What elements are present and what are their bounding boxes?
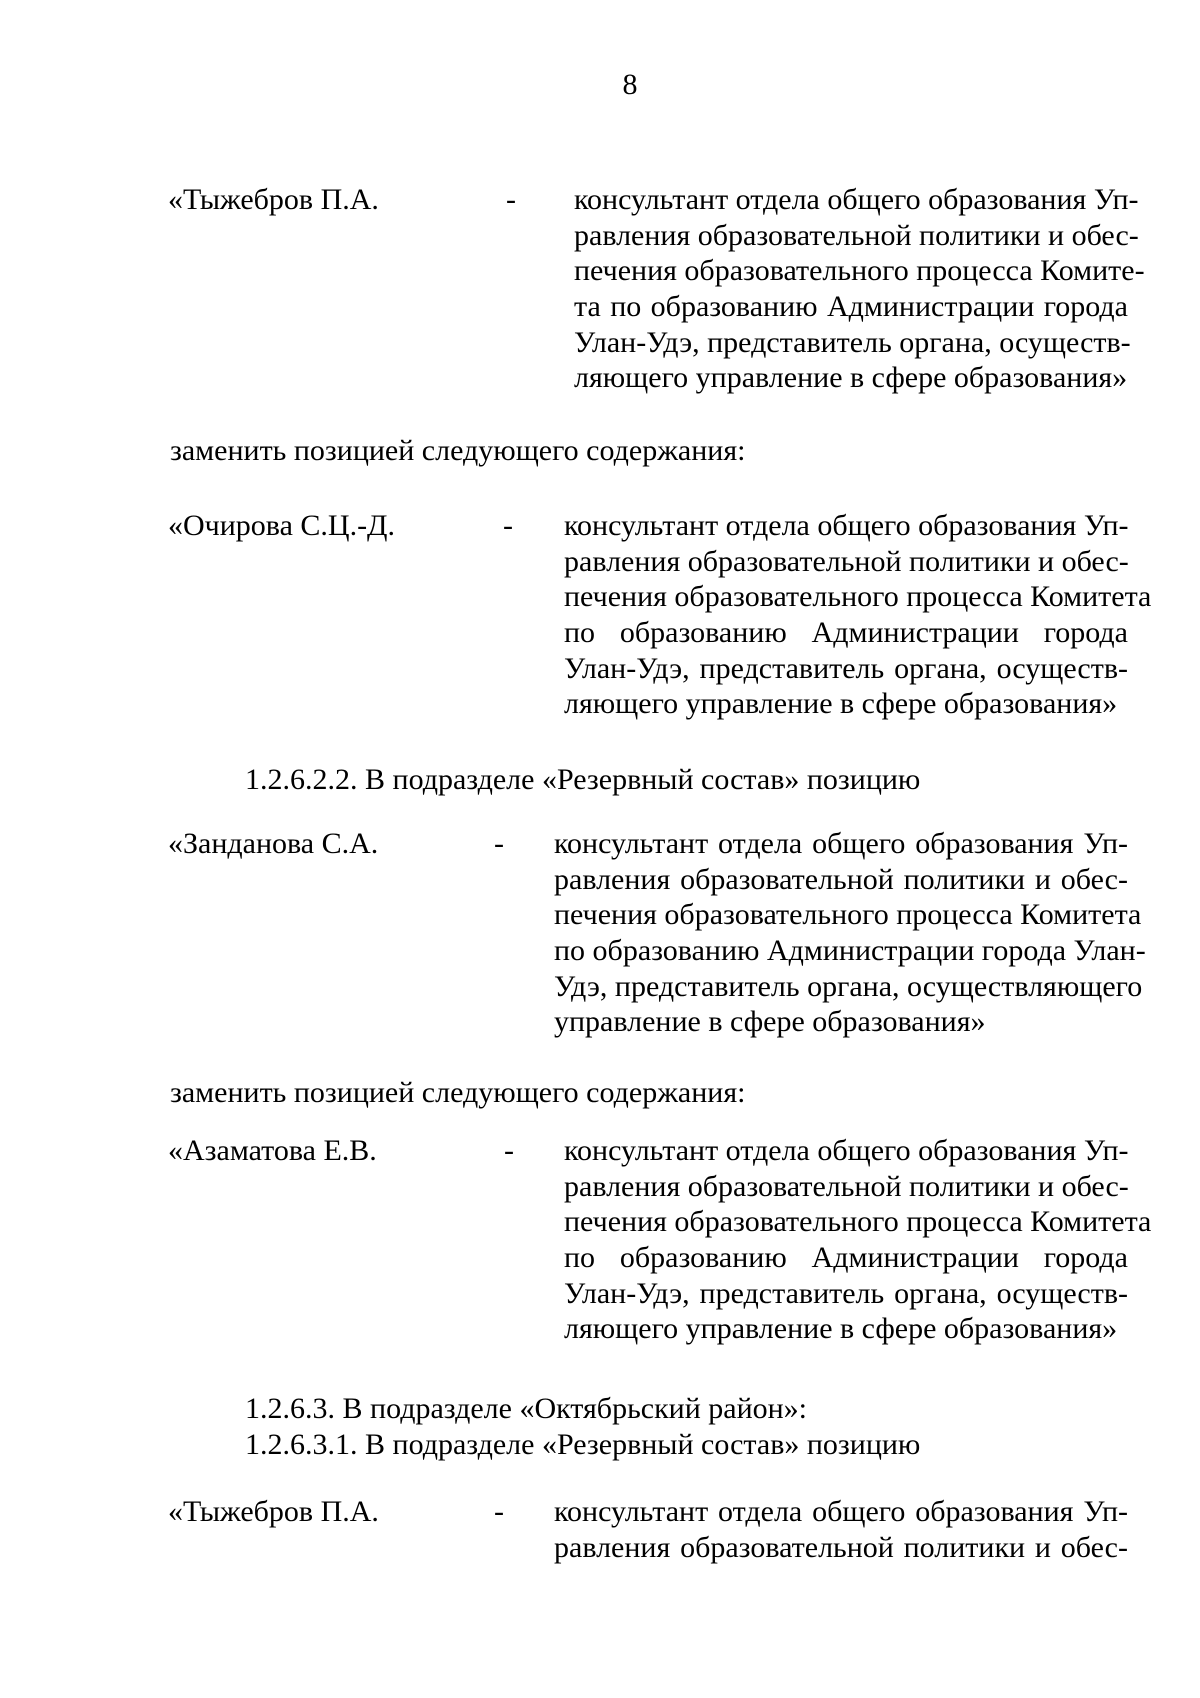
clause-heading: 1.2.6.3. В подразделе «Октябрьский район»: bbox=[245, 1392, 808, 1425]
description-line: печения образовательного процесса Комитета bbox=[564, 1205, 1152, 1239]
description-line: Улан-Удэ, представитель органа, осуществ- bbox=[564, 1276, 1128, 1310]
description-line: ляющего управление в сфере образования» bbox=[574, 361, 1128, 395]
description-line: ляющего управление в сфере образования» bbox=[564, 687, 1118, 721]
entry-name: «Тыжебров П.А. bbox=[168, 183, 379, 216]
description-line: по образованию Администрации города Улан- bbox=[554, 934, 1146, 968]
entry-dash: - bbox=[494, 827, 504, 860]
replace-instruction: заменить позицией следующего содержания: bbox=[170, 434, 746, 467]
description-line: равления образовательной политики и обес- bbox=[564, 544, 1129, 578]
description-line: печения образовательного процесса Комитета bbox=[554, 898, 1142, 932]
description-line: Улан-Удэ, представитель органа, осуществ- bbox=[564, 651, 1128, 685]
description-line: консультант отдела общего образования Уп- bbox=[564, 1134, 1129, 1167]
entry-description bbox=[564, 508, 1152, 722]
description-line: управление в сфере образования» bbox=[554, 1005, 986, 1039]
page-number: 8 bbox=[622, 68, 638, 101]
entry-name: «Занданова С.А. bbox=[168, 827, 379, 860]
entry-name: «Тыжебров П.А. bbox=[168, 1495, 379, 1528]
description-line: печения образовательного процесса Комитета bbox=[564, 580, 1152, 614]
description-line: равления образовательной политики и обес- bbox=[554, 1530, 1128, 1564]
clause-heading: 1.2.6.3.1. В подразделе «Резервный состав» позицию bbox=[245, 1428, 921, 1461]
description-line: печения образовательного процесса Комите- bbox=[574, 254, 1145, 288]
description-line: по образованию Администрации города bbox=[564, 1241, 1128, 1275]
description-line: равления образовательной политики и обес- bbox=[564, 1169, 1129, 1203]
description-line: равления образовательной политики и обес- bbox=[574, 218, 1139, 252]
description-line: консультант отдела общего образования Уп- bbox=[554, 1495, 1128, 1528]
entry-dash: - bbox=[504, 1134, 514, 1167]
entry-description bbox=[554, 1494, 1128, 1565]
description-line: консультант отдела общего образования Уп- bbox=[554, 827, 1128, 860]
entry-name: «Очирова С.Ц.-Д. bbox=[168, 509, 396, 542]
clause-heading: 1.2.6.2.2. В подразделе «Резервный состав» позицию bbox=[245, 763, 921, 796]
description-line: та по образованию Администрации города bbox=[574, 290, 1128, 324]
description-line: по образованию Администрации города bbox=[564, 616, 1128, 650]
description-line: Улан-Удэ, представитель органа, осуществ- bbox=[574, 325, 1131, 359]
entry-dash: - bbox=[503, 509, 513, 542]
entry-name: «Азаматова Е.В. bbox=[168, 1134, 377, 1167]
description-line: консультант отдела общего образования Уп- bbox=[574, 183, 1139, 216]
description-line: равления образовательной политики и обес- bbox=[554, 862, 1128, 896]
entry-description bbox=[574, 182, 1145, 396]
entry-description bbox=[564, 1133, 1152, 1347]
description-line: ляющего управление в сфере образования» bbox=[564, 1312, 1118, 1346]
replace-instruction: заменить позицией следующего содержания: bbox=[170, 1076, 746, 1109]
description-line: Удэ, представитель органа, осуществляющего bbox=[554, 969, 1143, 1003]
description-line: консультант отдела общего образования Уп- bbox=[564, 509, 1129, 542]
entry-description bbox=[554, 826, 1146, 1040]
entry-dash: - bbox=[506, 183, 516, 216]
entry-dash: - bbox=[494, 1495, 504, 1528]
